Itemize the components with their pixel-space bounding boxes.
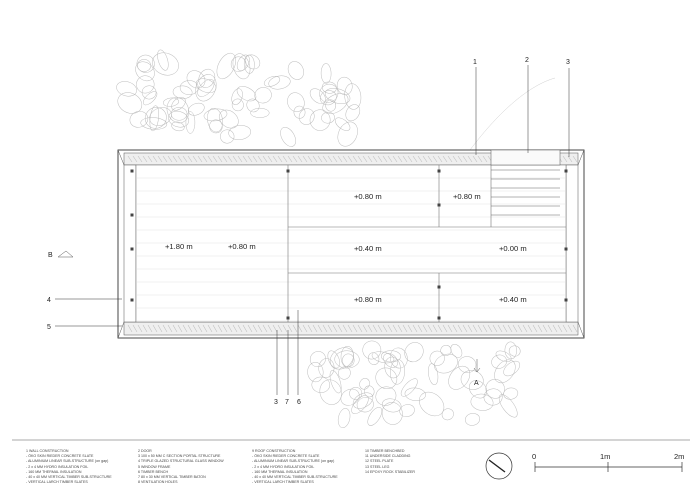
stone bbox=[263, 74, 282, 88]
legend-line: 12 STEEL PLATE bbox=[365, 459, 394, 464]
stone bbox=[334, 119, 361, 150]
legend-line: 10 TIMBER BENCHBED bbox=[365, 449, 405, 453]
stone bbox=[115, 79, 139, 98]
stone bbox=[439, 343, 454, 358]
stone bbox=[155, 49, 170, 72]
callout-number: 5 bbox=[47, 324, 51, 331]
legend-line: - ALUMINIUM LINEAR SUB-STRUCTURE (on gap) bbox=[252, 459, 335, 464]
stone bbox=[114, 89, 145, 118]
legend-line: - 40 x 40 MM VERTICAL TIMBER SUB-STRUCTURE bbox=[26, 475, 112, 480]
level-label: +0.80 m bbox=[354, 192, 382, 201]
scale-bar bbox=[532, 452, 684, 472]
structural-post bbox=[438, 317, 441, 320]
scale-label: 1m bbox=[600, 452, 611, 461]
level-label: +0.80 m bbox=[354, 295, 382, 304]
stone bbox=[216, 106, 242, 132]
stone bbox=[427, 363, 439, 386]
legend-line: 14 EPOXY ROCK STABILIZER bbox=[365, 469, 415, 474]
stone bbox=[219, 129, 235, 144]
stone bbox=[494, 349, 513, 364]
stone bbox=[183, 67, 208, 92]
stone bbox=[325, 99, 336, 111]
stone bbox=[307, 86, 328, 107]
legend-column-2 bbox=[138, 449, 224, 485]
stone bbox=[448, 342, 464, 359]
stone bbox=[186, 112, 195, 134]
legend-line: 4 TRIPLE GLAZED STRUCTURAL GLASS WINDOW bbox=[138, 459, 224, 464]
callout-number: 6 bbox=[297, 399, 301, 406]
structural-post bbox=[565, 170, 568, 173]
door-opening bbox=[491, 150, 560, 165]
structural-post bbox=[438, 286, 441, 289]
stone bbox=[363, 385, 375, 398]
stone bbox=[231, 98, 244, 112]
legend-line: - 2 x 4 MM HYDRO INSULATION FOIL bbox=[26, 464, 89, 469]
stone bbox=[350, 389, 375, 411]
level-label: +0.00 m bbox=[499, 244, 527, 253]
stone bbox=[318, 358, 335, 378]
stone bbox=[321, 63, 331, 83]
legend-column-3 bbox=[252, 449, 338, 485]
legend-line: 3 100 x 50 MM C SECTION PORTAL STRUCTURE bbox=[138, 454, 221, 459]
legend-line: 7 80 x 30 MM VERTICAL TIMBER BATON bbox=[138, 475, 206, 480]
north-arrow-icon bbox=[486, 453, 512, 479]
scale-label: 2m bbox=[674, 452, 685, 461]
legend-line: - 160 MM THERMAL INSULATION bbox=[26, 469, 82, 474]
callout-number: 2 bbox=[525, 57, 529, 64]
stone bbox=[128, 109, 150, 130]
stone bbox=[293, 105, 306, 119]
legend-line: 1 WALL CONSTRUCTION bbox=[26, 449, 69, 453]
legend-line: 2 DOOR bbox=[138, 449, 152, 453]
stone bbox=[285, 90, 307, 114]
callout-number: 3 bbox=[274, 399, 278, 406]
stone bbox=[307, 348, 329, 370]
callout-number: 3 bbox=[566, 59, 570, 66]
legend-line: - ÖKO SKIN RIEDER CONCRETE SLATE bbox=[26, 454, 94, 459]
stone bbox=[297, 106, 317, 127]
structural-post bbox=[438, 170, 441, 173]
structural-post bbox=[131, 299, 134, 302]
legend-line: 6 TIMBER BENCH bbox=[138, 469, 169, 474]
structural-post bbox=[131, 214, 134, 217]
stone bbox=[359, 337, 384, 362]
stone bbox=[401, 339, 427, 366]
stone bbox=[149, 49, 182, 79]
stone bbox=[440, 406, 456, 422]
stone bbox=[503, 387, 519, 401]
stone bbox=[464, 412, 481, 427]
structural-post bbox=[565, 299, 568, 302]
stone bbox=[230, 52, 253, 81]
stone bbox=[213, 50, 240, 82]
level-label: +0.40 m bbox=[354, 244, 382, 253]
section-arrow-b-icon bbox=[58, 251, 73, 257]
stone bbox=[244, 97, 261, 115]
left-wall bbox=[124, 165, 136, 322]
stone bbox=[251, 108, 270, 117]
callout-number: 7 bbox=[285, 399, 289, 406]
stone bbox=[186, 101, 206, 118]
stone bbox=[490, 356, 519, 387]
legend-line: - VERTICAL LARCH TIMBER SLATES bbox=[252, 480, 314, 485]
stone bbox=[196, 67, 218, 91]
level-label: +1.80 m bbox=[165, 242, 193, 251]
legend-line: - VERTICAL LARCH TIMBER SLATES bbox=[26, 480, 88, 485]
callout-number: 4 bbox=[47, 297, 51, 304]
legend-column-4 bbox=[365, 449, 415, 475]
stone bbox=[307, 362, 324, 382]
legend-line: 13 STEEL LEG bbox=[365, 464, 390, 469]
stone bbox=[228, 124, 252, 141]
stone bbox=[285, 59, 306, 82]
stone bbox=[163, 97, 180, 107]
stone bbox=[203, 107, 228, 122]
stone bbox=[390, 359, 406, 385]
level-label: +0.40 m bbox=[499, 295, 527, 304]
stone bbox=[428, 349, 446, 367]
legend-line: - ÖKO SKIN RIEDER CONCRETE SLATE bbox=[252, 454, 320, 459]
structural-post bbox=[287, 317, 290, 320]
structural-post bbox=[565, 248, 568, 251]
legend-line: - 40 x 40 MM VERTICAL TIMBER SUB-STRUCTURE bbox=[252, 475, 338, 480]
stone bbox=[341, 346, 354, 367]
stone bbox=[336, 407, 351, 429]
stone bbox=[338, 386, 362, 409]
stone bbox=[371, 364, 401, 393]
stone bbox=[277, 125, 298, 149]
structural-post bbox=[287, 170, 290, 173]
legend-line: - 160 MM THERMAL INSULATION bbox=[252, 469, 308, 474]
stone bbox=[365, 405, 385, 428]
legend-line: 9 ROOF CONSTRUCTION bbox=[252, 449, 296, 453]
scale-label: 0 bbox=[532, 452, 537, 461]
right-wall bbox=[566, 165, 578, 322]
stone bbox=[380, 400, 405, 427]
callout-number: 1 bbox=[473, 59, 477, 66]
structural-post bbox=[131, 248, 134, 251]
stone bbox=[398, 376, 420, 399]
legend-line: - 2 x 4 MM HYDRO INSULATION FOIL bbox=[252, 464, 315, 469]
stone bbox=[335, 350, 360, 368]
section-mark-a: A bbox=[474, 380, 479, 387]
stone bbox=[333, 115, 352, 133]
section-mark-b: B bbox=[48, 252, 53, 259]
stone bbox=[235, 83, 259, 104]
stone bbox=[137, 59, 151, 72]
legend-line: 5 WINDOW FRAME bbox=[138, 464, 171, 469]
level-label: +0.80 m bbox=[453, 192, 481, 201]
stone bbox=[326, 343, 358, 374]
stone bbox=[230, 55, 248, 73]
stone bbox=[431, 351, 460, 377]
legend-column-1 bbox=[26, 449, 112, 485]
stone bbox=[404, 387, 426, 402]
structural-post bbox=[438, 204, 441, 207]
stone bbox=[343, 83, 362, 110]
stone bbox=[135, 75, 155, 94]
legend-line: 11 UNDERSIDE CLADDING bbox=[365, 454, 411, 459]
stone bbox=[415, 387, 449, 421]
level-label: +0.80 m bbox=[228, 242, 256, 251]
legend-line: - ALUMINIUM LINEAR SUB-STRUCTURE (on gap) bbox=[26, 459, 109, 464]
structural-post bbox=[131, 170, 134, 173]
legend-line: 8 VENTILATION HOLES bbox=[138, 480, 178, 485]
